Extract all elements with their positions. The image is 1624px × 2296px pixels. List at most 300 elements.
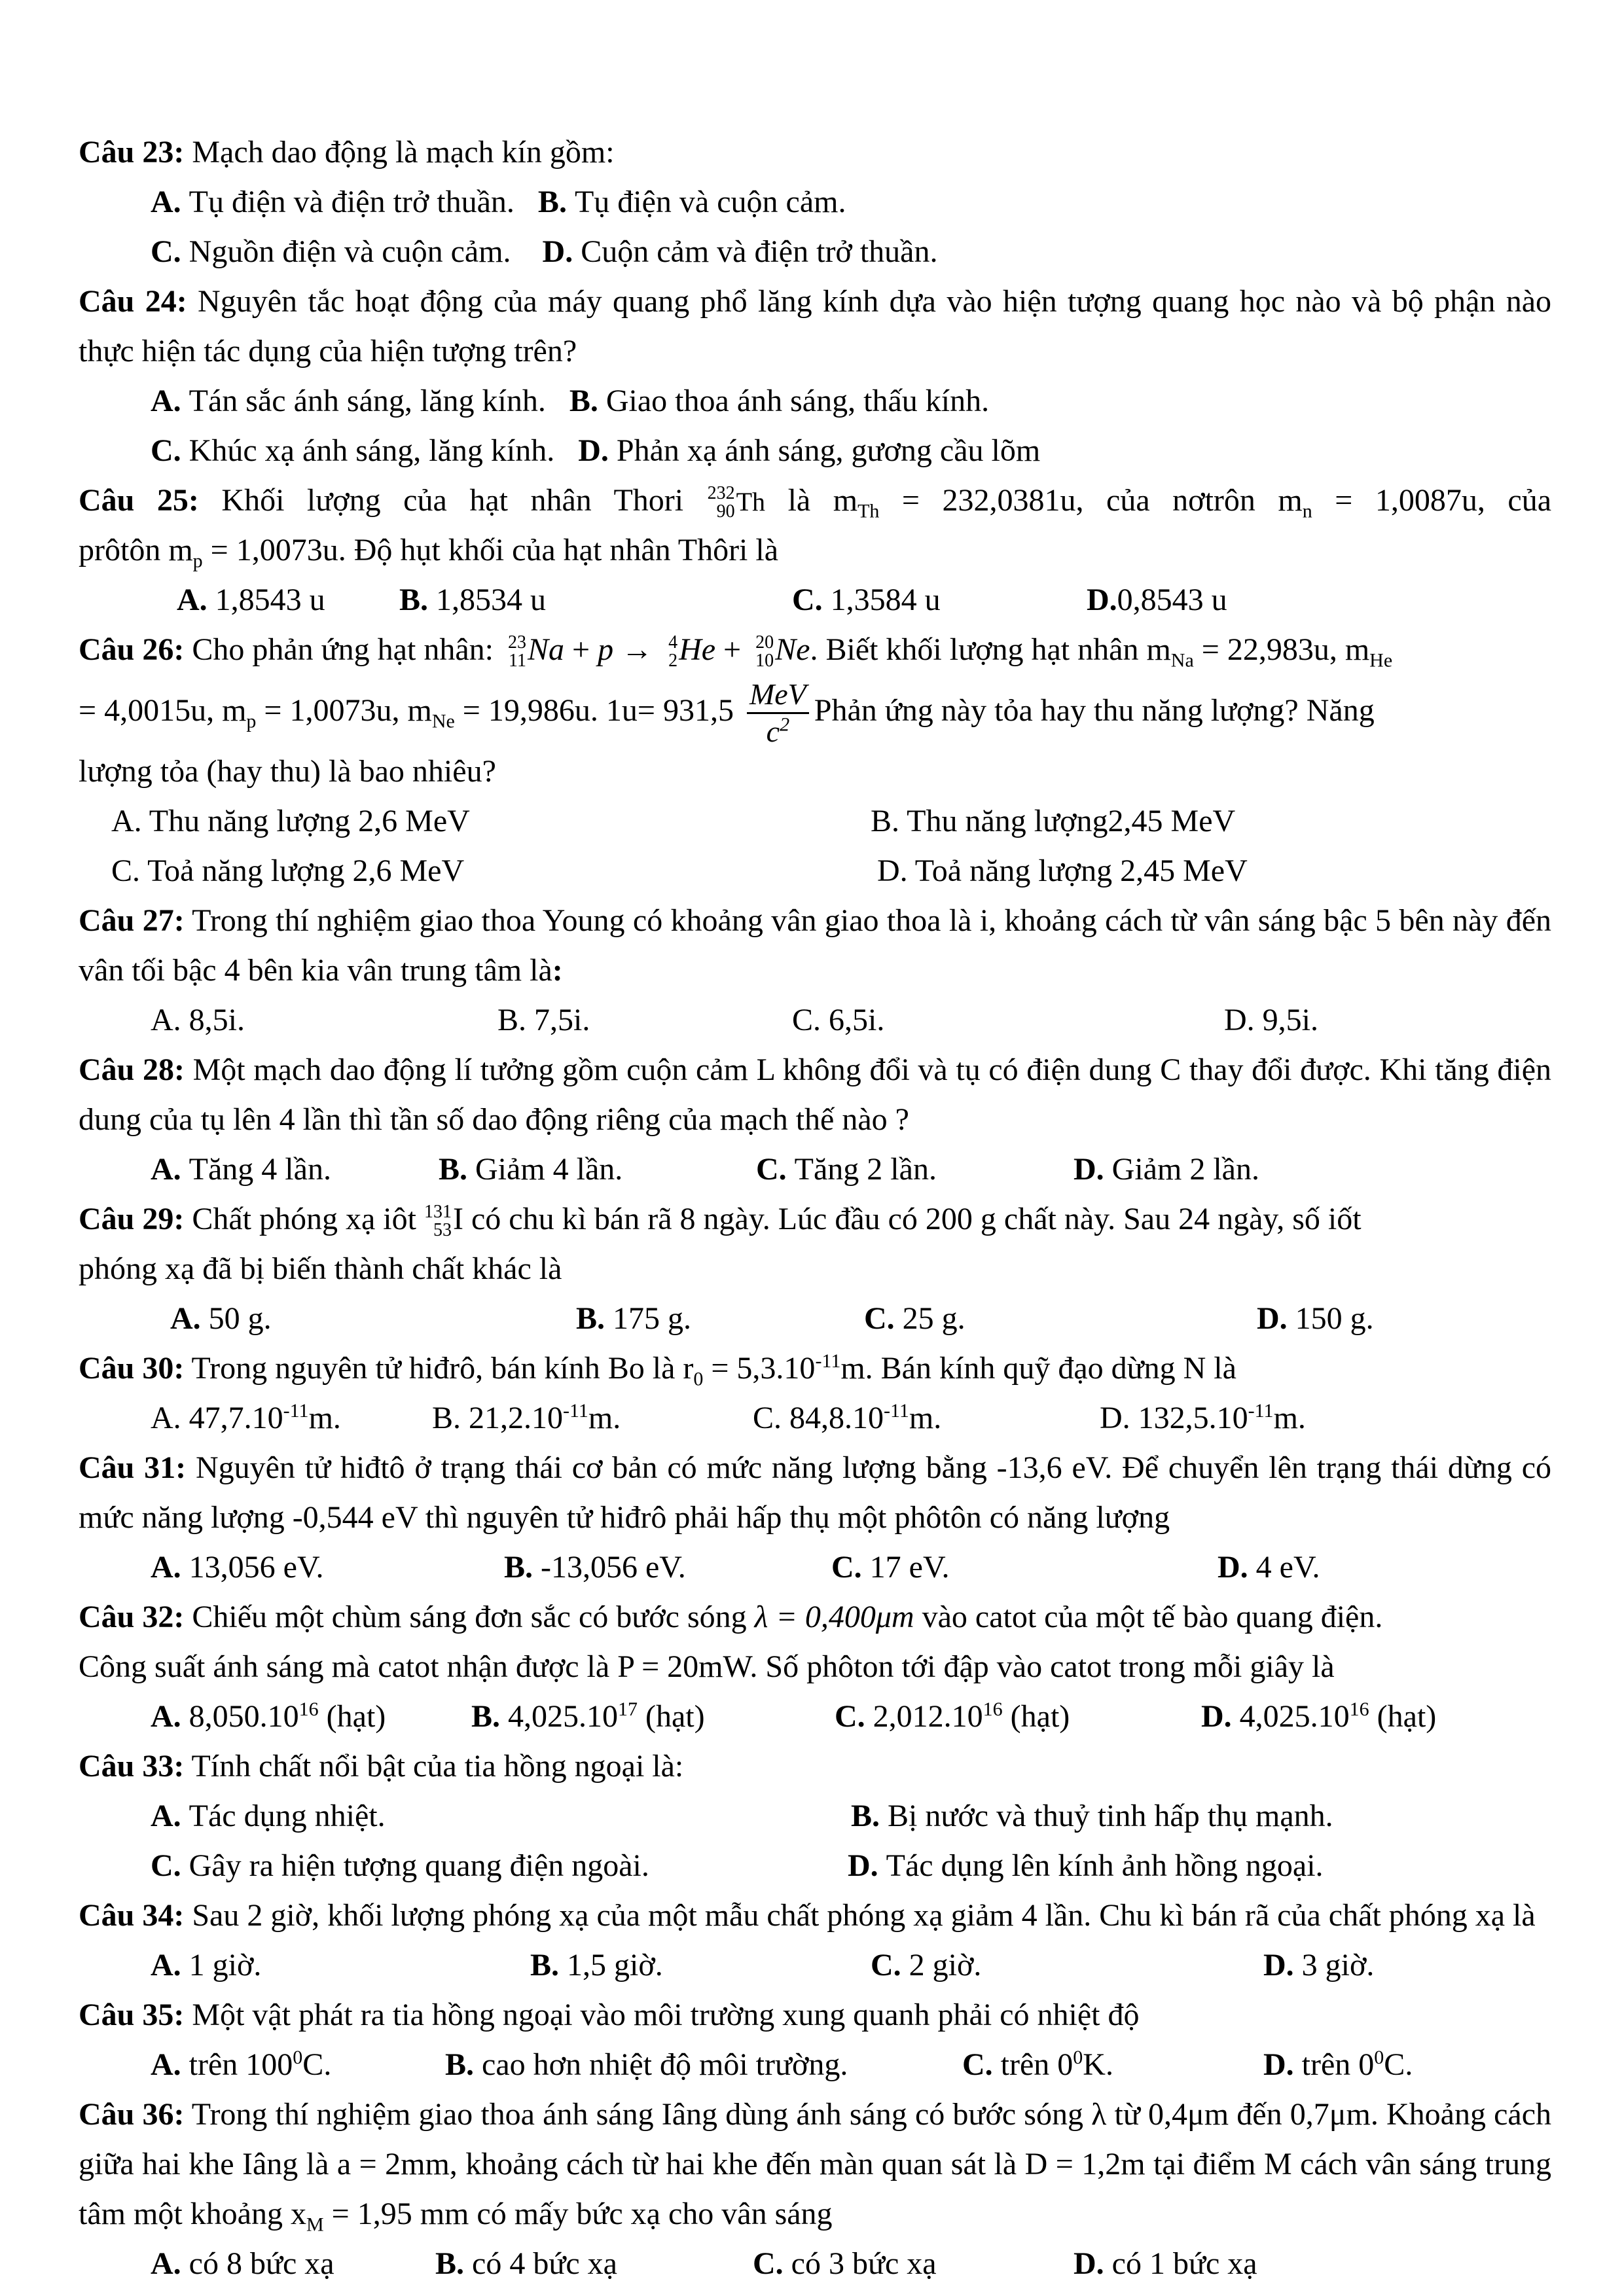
superscript: -11 bbox=[283, 1400, 309, 1422]
option-unit: m. bbox=[588, 1401, 621, 1435]
question-number: Câu 33: bbox=[79, 1749, 185, 1784]
option-c bbox=[962, 2040, 1113, 2090]
option-c bbox=[792, 575, 941, 625]
nuclide-symbol: He bbox=[679, 632, 716, 667]
option-d bbox=[1218, 1543, 1320, 1592]
options-row bbox=[79, 1841, 1551, 1891]
options-row bbox=[79, 1294, 1551, 1344]
option-text: 1,8543 u bbox=[215, 583, 325, 617]
options-row bbox=[79, 1941, 1551, 1990]
superscript: 17 bbox=[618, 1698, 638, 1720]
subscript: p bbox=[246, 710, 257, 732]
question-stem: Mạch dao động là mạch kín gồm: bbox=[184, 135, 615, 170]
option-a bbox=[170, 1294, 272, 1344]
option-d: Cuộn cảm và điện trở thuần. bbox=[581, 234, 938, 269]
option-label: A. bbox=[170, 1301, 209, 1336]
isotope-thorium bbox=[706, 480, 736, 526]
question-stem: = 5,3.10 bbox=[703, 1351, 816, 1386]
option-text: 1 giờ. bbox=[189, 1948, 262, 1982]
option-text: 25 g. bbox=[902, 1301, 965, 1336]
option-label: D. bbox=[1263, 2047, 1302, 2082]
question-stem: Trong nguyên tử hiđrô, bán kính Bo là r bbox=[184, 1351, 694, 1386]
option-text: có 8 bức xạ bbox=[189, 2246, 334, 2281]
question-number: Câu 30: bbox=[79, 1351, 185, 1386]
option-text: 21,2.10 bbox=[469, 1401, 564, 1435]
question-number: Câu 28: bbox=[79, 1052, 185, 1087]
option-text: 175 g. bbox=[613, 1301, 692, 1336]
option-c bbox=[831, 1543, 949, 1592]
option-text: 7,5i. bbox=[534, 1003, 590, 1037]
question-number: Câu 36: bbox=[79, 2097, 185, 2132]
options-row bbox=[79, 227, 1551, 277]
option-label: A. bbox=[151, 2246, 189, 2281]
option-b bbox=[576, 1294, 691, 1344]
subscript: Na bbox=[1170, 649, 1194, 672]
question-stem: Trong thí nghiệm giao thoa Young có khoảng vân giao thoa là i, khoảng cách từ vân sáng bậc 5 bên này đến vân tối bậc 4 bên kia vân trung tâm là bbox=[79, 903, 1552, 988]
option-label: A. bbox=[151, 1003, 189, 1037]
question-stem: = 4,0015u, m bbox=[79, 693, 247, 728]
exam-page bbox=[79, 128, 1551, 2289]
option-label: B. bbox=[504, 1550, 541, 1585]
question-number: Câu 31: bbox=[79, 1450, 187, 1485]
subscript: 0 bbox=[693, 1368, 704, 1390]
option-a: Tụ điện và điện trở thuần. bbox=[189, 185, 514, 219]
operator: + bbox=[715, 632, 749, 667]
option-label: A. bbox=[151, 1550, 189, 1585]
option-a bbox=[151, 996, 245, 1045]
option-a bbox=[151, 1941, 261, 1990]
options-row bbox=[79, 1145, 1551, 1194]
option-label: C. bbox=[831, 1550, 870, 1585]
options-row bbox=[79, 1543, 1551, 1592]
option-label: D. bbox=[1087, 583, 1117, 617]
question-number: Câu 29: bbox=[79, 1202, 185, 1236]
option-b bbox=[435, 2239, 617, 2289]
superscript: -11 bbox=[563, 1400, 588, 1422]
option-a: Tán sắc ánh sáng, lăng kính. bbox=[189, 384, 546, 418]
option-text: -13,056 eV. bbox=[541, 1550, 686, 1585]
question-stem: Cho phản ứng hạt nhân: bbox=[184, 632, 501, 667]
option-b: Tụ điện và cuộn cảm. bbox=[574, 185, 846, 219]
option-label: C. bbox=[151, 1848, 189, 1883]
isotope-symbol: Th bbox=[736, 487, 766, 516]
options-row bbox=[79, 1692, 1551, 1742]
atomic-number: 11 bbox=[509, 650, 526, 671]
subscript: n bbox=[1302, 500, 1312, 522]
option-d bbox=[877, 846, 1248, 896]
option-label: B. bbox=[471, 1699, 509, 1734]
question-number: Câu 24: bbox=[79, 284, 187, 319]
option-text: 2,012.10 bbox=[873, 1699, 983, 1734]
nuclide-symbol: Ne bbox=[775, 632, 810, 667]
option-unit: m. bbox=[909, 1401, 942, 1435]
options-row bbox=[79, 996, 1551, 1045]
option-text: Thu năng lượng2,45 MeV bbox=[907, 804, 1236, 838]
option-b bbox=[504, 1543, 686, 1592]
option-b bbox=[439, 1145, 623, 1194]
option-label: D. bbox=[1201, 1699, 1240, 1734]
question-28 bbox=[79, 1045, 1551, 1145]
question-stem: . Biết khối lượng hạt nhân m bbox=[810, 632, 1171, 667]
option-c bbox=[753, 1393, 941, 1443]
option-text: Toả năng lượng 2,6 MeV bbox=[147, 853, 465, 888]
option-d: Phản xạ ánh sáng, gương cầu lõm bbox=[616, 433, 1041, 468]
question-30 bbox=[79, 1344, 1551, 1393]
fraction-numerator: MeV bbox=[747, 677, 809, 714]
option-text: 13,056 eV. bbox=[189, 1550, 324, 1585]
option-a bbox=[151, 1692, 386, 1742]
option-a bbox=[151, 1393, 341, 1443]
option-label: B. bbox=[871, 804, 907, 838]
mass-number: 4 bbox=[668, 632, 678, 653]
question-32-line2: Công suất ánh sáng mà catot nhận được là P = 20mW. Số phôton tới đập vào catot trong mỗi giây là bbox=[79, 1649, 1335, 1684]
option-label: A. bbox=[151, 384, 189, 418]
option-text: Tác dụng nhiệt. bbox=[189, 1799, 386, 1833]
question-number: Câu 27: bbox=[79, 903, 185, 938]
option-label: C. bbox=[835, 1699, 873, 1734]
mass-number: 232 bbox=[707, 482, 735, 503]
option-label: D. bbox=[1074, 1152, 1112, 1187]
question-34 bbox=[79, 1891, 1551, 1941]
option-label: B. bbox=[435, 2246, 473, 2281]
option-c bbox=[111, 846, 464, 896]
option-text: 3 giờ. bbox=[1301, 1948, 1375, 1982]
option-label: B. bbox=[537, 185, 575, 219]
option-text: 8,050.10 bbox=[189, 1699, 299, 1734]
question-stem: = 22,983u, m bbox=[1193, 632, 1370, 667]
option-d bbox=[1263, 2040, 1413, 2090]
option-unit: K. bbox=[1083, 2047, 1113, 2082]
option-text: Giảm 2 lần. bbox=[1111, 1152, 1259, 1187]
operator: + bbox=[564, 632, 598, 667]
options-row bbox=[79, 426, 1551, 476]
option-unit: C. bbox=[1384, 2047, 1413, 2082]
option-text: 4,025.10 bbox=[1239, 1699, 1350, 1734]
option-text: 1,5 giờ. bbox=[567, 1948, 663, 1982]
atomic-number: 90 bbox=[716, 501, 735, 522]
option-d bbox=[1074, 1145, 1259, 1194]
option-a bbox=[151, 1543, 323, 1592]
option-b bbox=[530, 1941, 663, 1990]
question-stem: có chu kì bán rã 8 ngày. Lúc đầu có 200 g chất này. Sau 24 ngày, số iốt bbox=[463, 1202, 1362, 1236]
option-text: 1,8534 u bbox=[436, 583, 547, 617]
question-number: Câu 35: bbox=[79, 1998, 185, 2032]
option-label: A. bbox=[177, 583, 215, 617]
question-stem: Nguyên tử hiđtô ở trạng thái cơ bản có mức năng lượng bằng -13,6 eV. Để chuyển lên trạng thái dừng có mức năng lượng -0,544 eV thì nguyên tử hiđrô phải hấp thụ một phôtôn có năng lượng bbox=[79, 1450, 1552, 1535]
option-label: D. bbox=[848, 1848, 886, 1883]
option-label: D. bbox=[1100, 1401, 1138, 1435]
superscript: 0 bbox=[1073, 2047, 1083, 2068]
option-d bbox=[1100, 1393, 1306, 1443]
wavelength-value: λ = 0,400μm bbox=[754, 1600, 914, 1634]
question-number: Câu 25: bbox=[79, 483, 199, 518]
nuclide-symbol: Na bbox=[527, 632, 564, 667]
option-text: Bị nước và thuỷ tinh hấp thụ mạnh. bbox=[888, 1799, 1333, 1833]
option-a bbox=[151, 1791, 386, 1841]
question-27 bbox=[79, 896, 1551, 996]
question-stem: = 1,0073u, m bbox=[256, 693, 432, 728]
option-c bbox=[835, 1692, 1070, 1742]
fraction-denominator bbox=[747, 714, 809, 749]
question-stem: = 1,0073u. Độ hụt khối của hạt nhân Thôri là bbox=[202, 533, 779, 567]
option-text: 132,5.10 bbox=[1138, 1401, 1248, 1435]
option-b bbox=[497, 996, 590, 1045]
option-text: 6,5i. bbox=[829, 1003, 885, 1037]
superscript: 16 bbox=[298, 1698, 319, 1720]
option-text: 9,5i. bbox=[1262, 1003, 1319, 1037]
option-text: có 1 bức xạ bbox=[1111, 2246, 1257, 2281]
option-c bbox=[871, 1941, 981, 1990]
option-unit: m. bbox=[308, 1401, 341, 1435]
question-stem: Sau 2 giờ, khối lượng phóng xạ của một mẫu chất phóng xạ giảm 4 lần. Chu kì bán rã của chất phóng xạ là bbox=[184, 1898, 1536, 1933]
options-row bbox=[79, 846, 1551, 896]
option-c bbox=[864, 1294, 965, 1344]
question-32 bbox=[79, 1592, 1551, 1642]
option-a bbox=[177, 575, 325, 625]
question-23 bbox=[79, 128, 1551, 177]
option-text: Toả năng lượng 2,45 MeV bbox=[914, 853, 1248, 888]
option-d bbox=[1074, 2239, 1257, 2289]
option-text: trên 0 bbox=[1000, 2047, 1074, 2082]
question-26-line2 bbox=[79, 675, 1551, 747]
option-label: B. bbox=[399, 583, 437, 617]
question-stem: = 1,95 mm có mấy bức xạ cho vân sáng bbox=[323, 2197, 833, 2231]
atomic-number: 2 bbox=[668, 650, 678, 671]
option-label: B. bbox=[445, 2047, 482, 2082]
option-d bbox=[1263, 1941, 1374, 1990]
question-number: Câu 26: bbox=[79, 632, 185, 667]
option-label: B. bbox=[576, 1301, 613, 1336]
question-stem: Một mạch dao động lí tưởng gồm cuộn cảm L không đổi và tụ có điện dung C thay đổi được. Khi tăng điện dung của tụ lên 4 lần thì tần số dao động riêng của mạch thế nào ? bbox=[79, 1052, 1551, 1137]
option-label: A. bbox=[151, 1152, 189, 1187]
subscript: He bbox=[1369, 649, 1393, 672]
question-stem: = 19,986u. 1u= 931,5 bbox=[454, 693, 742, 728]
option-b bbox=[432, 1393, 621, 1443]
subscript: Ne bbox=[431, 710, 455, 732]
subscript: M bbox=[306, 2214, 324, 2236]
question-stem: Khối lượng của hạt nhân Thori bbox=[198, 483, 706, 518]
option-unit: m. bbox=[1273, 1401, 1306, 1435]
question-26-line3: lượng tỏa (hay thu) là bao nhiêu? bbox=[79, 754, 496, 789]
denominator-base: c bbox=[766, 715, 780, 749]
atomic-number: 53 bbox=[433, 1219, 452, 1240]
reaction-arrow: → bbox=[613, 632, 661, 667]
options-row bbox=[79, 2239, 1551, 2289]
question-stem: Phản ứng này tỏa hay thu năng lượng? Năng bbox=[814, 693, 1375, 728]
option-label: D. bbox=[1224, 1003, 1263, 1037]
option-text: 8,5i. bbox=[189, 1003, 245, 1037]
question-35 bbox=[79, 1990, 1551, 2040]
option-c bbox=[151, 1841, 649, 1891]
option-c bbox=[756, 1145, 937, 1194]
option-text: Thu năng lượng 2,6 MeV bbox=[149, 804, 470, 838]
option-unit: (hạt) bbox=[318, 1699, 386, 1734]
option-d bbox=[1201, 1692, 1436, 1742]
superscript: 0 bbox=[1374, 2047, 1384, 2068]
option-label: D. bbox=[578, 433, 617, 468]
option-label: A. bbox=[151, 1948, 189, 1982]
option-label: C. bbox=[864, 1301, 903, 1336]
atomic-number: 10 bbox=[755, 650, 774, 671]
option-label: B. bbox=[851, 1799, 888, 1833]
option-text: 4,025.10 bbox=[508, 1699, 619, 1734]
nuclide-symbol: p bbox=[598, 632, 614, 667]
mass-number: 23 bbox=[507, 632, 526, 653]
subscript: Th bbox=[857, 500, 880, 522]
option-label: C. bbox=[792, 1003, 829, 1037]
question-stem: Chiếu một chùm sáng đơn sắc có bước sóng bbox=[184, 1600, 755, 1634]
option-b bbox=[471, 1692, 705, 1742]
superscript: 0 bbox=[293, 2047, 303, 2068]
subscript: p bbox=[192, 550, 203, 572]
superscript: -11 bbox=[1248, 1400, 1274, 1422]
question-29 bbox=[79, 1194, 1551, 1244]
superscript: 16 bbox=[1349, 1698, 1369, 1720]
option-text: Tăng 2 lần. bbox=[794, 1152, 937, 1187]
option-d bbox=[1257, 1294, 1374, 1344]
question-stem: là m bbox=[765, 483, 858, 518]
option-text: 47,7.10 bbox=[189, 1401, 283, 1435]
option-text: trên 100 bbox=[189, 2047, 293, 2082]
option-c: Nguồn điện và cuộn cảm. bbox=[189, 234, 511, 269]
question-25-line2: prôtôn $m_p = 1,0073u$. Độ hụt khối của hạt nhân Thôri là bbox=[79, 533, 779, 572]
option-c bbox=[792, 996, 884, 1045]
option-label: D. bbox=[542, 234, 581, 269]
question-stem: vào catot của một tế bào quang điện. bbox=[914, 1600, 1383, 1634]
superscript: -11 bbox=[815, 1350, 841, 1372]
option-label: A. bbox=[151, 1401, 189, 1435]
options-row bbox=[79, 1393, 1551, 1443]
question-stem: Trong thí nghiệm giao thoa ánh sáng Iâng dùng ánh sáng có bước sóng λ từ 0,4μm đến 0,7μm. Khoảng cách giữa hai khe Iâng là a = 2mm, khoảng cách từ hai khe đến màn quan sát là D = 1,2m tại điểm M cách vân sáng trung tâm một khoảng x bbox=[79, 2097, 1552, 2231]
option-label: A. bbox=[151, 1799, 189, 1833]
option-unit: C. bbox=[302, 2047, 332, 2082]
option-d bbox=[1087, 575, 1227, 625]
option-text: 4 eV. bbox=[1255, 1550, 1320, 1585]
question-stem: Tính chất nổi bật của tia hồng ngoại là: bbox=[184, 1749, 684, 1784]
question-24 bbox=[79, 277, 1551, 376]
superscript: 16 bbox=[983, 1698, 1003, 1720]
option-b bbox=[445, 2040, 848, 2090]
option-d bbox=[848, 1841, 1324, 1891]
isotope-iodine bbox=[424, 1199, 453, 1245]
question-33 bbox=[79, 1742, 1551, 1791]
option-label: B. bbox=[530, 1948, 568, 1982]
question-stem: = 232,0381u, của nơtrôn m bbox=[879, 483, 1303, 518]
option-text: cao hơn nhiệt độ môi trường. bbox=[482, 2047, 848, 2082]
option-text: trên 0 bbox=[1301, 2047, 1375, 2082]
option-unit: (hạt) bbox=[1002, 1699, 1070, 1734]
option-text: 150 g. bbox=[1295, 1301, 1374, 1336]
option-label: A. bbox=[151, 2047, 189, 2082]
option-label: C. bbox=[753, 2246, 791, 2281]
option-text: 0,8543 u bbox=[1117, 583, 1227, 617]
option-label: A. bbox=[111, 804, 149, 838]
option-a bbox=[151, 2040, 331, 2090]
option-label: C. bbox=[111, 853, 148, 888]
option-label: D. bbox=[877, 853, 915, 888]
question-stem: = 1,0087u, của bbox=[1312, 483, 1552, 518]
question-number: Câu 32: bbox=[79, 1600, 185, 1634]
superscript: 2 bbox=[780, 714, 790, 736]
options-row bbox=[79, 177, 1551, 227]
option-label: D. bbox=[1074, 2246, 1112, 2281]
question-stem: Nguyên tắc hoạt động của máy quang phổ lăng kính dựa vào hiện tượng quang học nào và bộ phận nào thực hiện tác dụng của hiện tượng trên? bbox=[79, 284, 1551, 368]
option-label: C. bbox=[756, 1152, 795, 1187]
option-c: Khúc xạ ánh sáng, lăng kính. bbox=[189, 433, 555, 468]
options-row bbox=[79, 575, 1551, 625]
option-text: có 3 bức xạ bbox=[791, 2246, 937, 2281]
isotope-sodium bbox=[501, 630, 528, 675]
mass-number: 20 bbox=[755, 632, 774, 653]
option-a bbox=[151, 1145, 331, 1194]
option-text: Tác dụng lên kính ảnh hồng ngoại. bbox=[886, 1848, 1324, 1883]
option-label: D. bbox=[1257, 1301, 1295, 1336]
option-label: C. bbox=[792, 583, 831, 617]
isotope-symbol: I bbox=[452, 1202, 463, 1236]
option-unit: (hạt) bbox=[638, 1699, 705, 1734]
option-label: B. bbox=[569, 384, 606, 418]
question-36 bbox=[79, 2090, 1551, 2239]
question-stem-end: : bbox=[552, 953, 563, 988]
option-text: 1,3584 u bbox=[830, 583, 941, 617]
option-label: A. bbox=[151, 1699, 189, 1734]
option-text: có 4 bức xạ bbox=[472, 2246, 617, 2281]
question-stem: Một vật phát ra tia hồng ngoại vào môi trường xung quanh phải có nhiệt độ bbox=[184, 1998, 1140, 2032]
question-29-line2: phóng xạ đã bị biến thành chất khác là bbox=[79, 1251, 562, 1286]
question-stem: Chất phóng xạ iôt bbox=[184, 1202, 424, 1236]
option-label: B. bbox=[497, 1003, 535, 1037]
option-label: C. bbox=[151, 234, 189, 269]
option-b bbox=[871, 797, 1235, 846]
superscript: -11 bbox=[884, 1400, 909, 1422]
option-label: C. bbox=[151, 433, 189, 468]
option-label: C. bbox=[871, 1948, 909, 1982]
option-text: Tăng 4 lần. bbox=[189, 1152, 331, 1187]
options-row bbox=[79, 797, 1551, 846]
option-unit: (hạt) bbox=[1369, 1699, 1437, 1734]
option-b: Giao thoa ánh sáng, thấu kính. bbox=[605, 384, 990, 418]
option-text: 2 giờ. bbox=[909, 1948, 982, 1982]
option-b bbox=[399, 575, 546, 625]
option-text: 50 g. bbox=[208, 1301, 272, 1336]
option-b bbox=[851, 1791, 1333, 1841]
option-label: A. bbox=[151, 185, 189, 219]
option-c bbox=[753, 2239, 937, 2289]
question-31 bbox=[79, 1443, 1551, 1543]
question-26 bbox=[79, 625, 1551, 675]
option-a bbox=[151, 2239, 334, 2289]
fraction-mev-c2 bbox=[747, 677, 809, 749]
question-25 bbox=[79, 476, 1551, 526]
option-label: B. bbox=[439, 1152, 476, 1187]
option-text: 17 eV. bbox=[869, 1550, 950, 1585]
question-stem: m. Bán kính quỹ đạo dừng N là bbox=[840, 1351, 1236, 1386]
option-label: D. bbox=[1218, 1550, 1256, 1585]
options-row bbox=[79, 376, 1551, 426]
question-number: Câu 23: bbox=[79, 135, 185, 170]
option-label: D. bbox=[1263, 1948, 1302, 1982]
option-a bbox=[111, 797, 470, 846]
option-d bbox=[1224, 996, 1318, 1045]
option-label: B. bbox=[432, 1401, 469, 1435]
question-number: Câu 34: bbox=[79, 1898, 185, 1933]
mass-number: 131 bbox=[424, 1201, 452, 1222]
option-text: 84,8.10 bbox=[789, 1401, 884, 1435]
options-row bbox=[79, 2040, 1551, 2090]
option-text: Giảm 4 lần. bbox=[475, 1152, 623, 1187]
option-label: C. bbox=[962, 2047, 1001, 2082]
isotope-neon bbox=[749, 630, 775, 675]
